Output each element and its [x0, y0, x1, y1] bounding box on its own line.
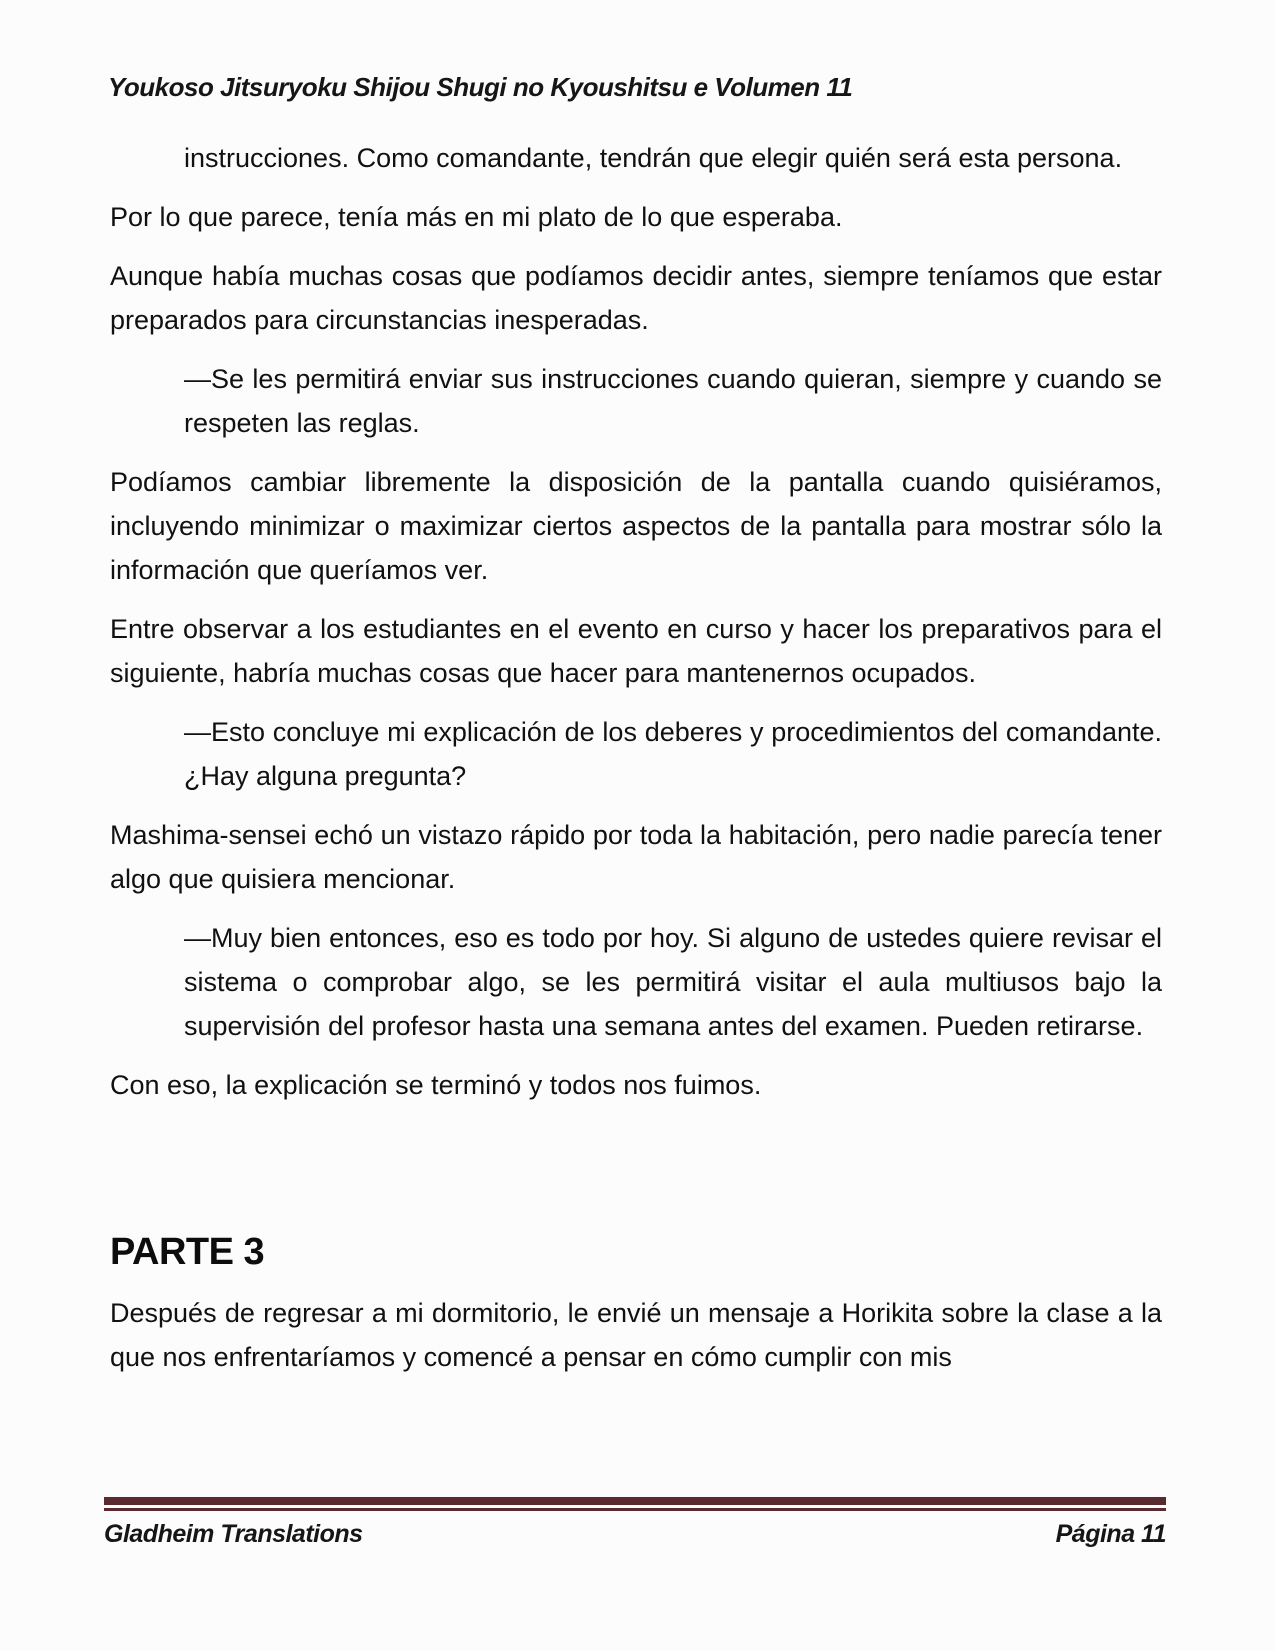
paragraph: instrucciones. Como comandante, tendrán que elegir quién será esta persona. — [184, 143, 1123, 173]
footer-rule-thin — [104, 1508, 1166, 1511]
paragraph: Por lo que parece, tenía más en mi plato de lo que esperaba. — [110, 202, 843, 232]
paragraph: Con eso, la explicación se terminó y todos nos fuimos. — [110, 1070, 762, 1100]
footer-brand: Gladheim Translations — [104, 1520, 363, 1548]
footer-rule-thick — [104, 1497, 1166, 1505]
paragraph: Aunque había muchas cosas que podíamos decidir antes, siempre teníamos que estar preparados para circunstancias inesperadas. — [110, 261, 1162, 335]
footer-page-number: Página 11 — [1055, 1520, 1166, 1548]
page-body — [110, 136, 1162, 1394]
paragraph: —Esto concluye mi explicación de los deberes y procedimientos del comandante. ¿Hay alguna pregunta? — [184, 717, 1162, 791]
section-heading: PARTE 3 — [110, 1231, 265, 1273]
paragraph: Entre observar a los estudiantes en el evento en curso y hacer los preparativos para el siguiente, habría muchas cosas que hacer para mantenernos ocupados. — [110, 614, 1162, 688]
page-header-title: Youkoso Jitsuryoku Shijou Shugi no Kyoushitsu e Volumen 11 — [108, 72, 853, 102]
page-footer — [104, 1497, 1166, 1549]
paragraph: Podíamos cambiar libremente la disposición de la pantalla cuando quisiéramos, incluyendo minimizar o maximizar ciertos aspectos de la pantalla para mostrar sólo la información que queríamos ver. — [110, 467, 1162, 585]
paragraph: Mashima-sensei echó un vistazo rápido por toda la habitación, pero nadie parecía tener algo que quisiera mencionar. — [110, 820, 1162, 894]
footer-text-row — [104, 1520, 1166, 1549]
paragraph: —Muy bien entonces, eso es todo por hoy. Si alguno de ustedes quiere revisar el sistema o comprobar algo, se les permitirá visitar el aula multiusos bajo la supervisión del profesor hasta una semana antes del examen. Pueden retirarse. — [184, 923, 1162, 1041]
paragraph: —Se les permitirá enviar sus instrucciones cuando quieran, siempre y cuando se respeten las reglas. — [184, 364, 1162, 438]
paragraph: Después de regresar a mi dormitorio, le envié un mensaje a Horikita sobre la clase a la que nos enfrentaríamos y comencé a pensar en cómo cumplir con mis — [110, 1298, 1162, 1372]
